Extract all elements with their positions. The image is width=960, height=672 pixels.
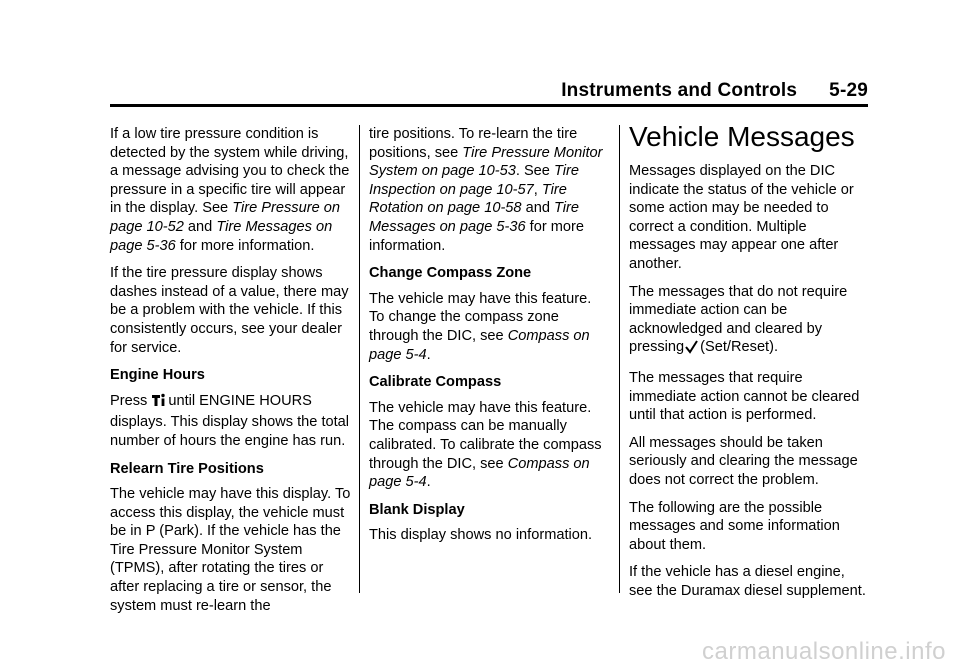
relearn-paragraph: The vehicle may have this display. To access this display, the vehicle must be in P (Park). If the vehicle has the Tire Pressure Monitor System (TPMS), after rotating the tires or after replacing a tire or sensor, the system must re-learn the bbox=[110, 486, 351, 614]
page-header bbox=[561, 80, 868, 102]
immediate-action-paragraph: The messages that require immediate action cannot be cleared until that action is performed. bbox=[629, 369, 860, 424]
diesel-paragraph: If the vehicle has a diesel engine, see the Duramax diesel supplement. bbox=[629, 564, 866, 599]
checkmark-icon bbox=[685, 340, 698, 360]
acknowledge-paragraph: The messages that do not require immediate action can be acknowledged and cleared by pressing (Set/Reset). bbox=[629, 283, 869, 360]
calibrate-compass-paragraph: The vehicle may have this feature. The compass can be manually calibrated. To calibrate the compass through the DIC, see Compass on page 5-4. bbox=[369, 399, 602, 491]
header-rule bbox=[110, 104, 868, 107]
compass-link: Compass on page 5-4 bbox=[369, 327, 590, 363]
tire-inspection-link: Tire Inspection on page 10-57 bbox=[369, 163, 579, 198]
low-pressure-paragraph: If a low tire pressure condition is detected by the system while driving, a message advising you to check the pressure in a specific tire will appear in the display. See Tire Pressure on page 10-52 and Tire Messages on page 5-36 for more information. bbox=[110, 126, 350, 254]
tpms-link: Tire Pressure Monitor System on page 10-53 bbox=[369, 144, 603, 180]
following-paragraph: The following are the possible messages and some information about them. bbox=[629, 499, 840, 553]
compass-link-2: Compass on page 5-4 bbox=[369, 455, 590, 491]
dashes-paragraph: If the tire pressure display shows dashes instead of a value, there may be a problem with the vehicle. If this consistently occurs, see your dealer for service. bbox=[110, 265, 349, 356]
engine-hours-paragraph: Press until ENGINE HOURS displays. This display shows the total number of hours the engine has run. bbox=[110, 392, 350, 449]
column-divider-1 bbox=[359, 125, 360, 593]
relearn-heading: Relearn Tire Positions bbox=[110, 460, 264, 477]
section-title: Instruments and Controls bbox=[561, 80, 798, 101]
messages-intro-paragraph: Messages displayed on the DIC indicate the status of the vehicle or some action may be needed to correct a condition. Multiple messages may appear one after another. bbox=[629, 163, 854, 272]
tire-pressure-link: Tire Pressure on page 10-52 bbox=[110, 200, 340, 235]
engine-hours-heading: Engine Hours bbox=[110, 367, 205, 384]
tire-messages-link-2: Tire Messages on page 5-36 bbox=[369, 200, 580, 235]
page-number: 5-29 bbox=[829, 80, 868, 101]
change-compass-heading: Change Compass Zone bbox=[369, 265, 532, 282]
blank-display-paragraph: This display shows no information. bbox=[369, 527, 593, 544]
column-1 bbox=[110, 125, 354, 624]
vehicle-info-icon bbox=[152, 392, 166, 414]
seriously-paragraph: All messages should be taken seriously and clearing the message does not correct the problem. bbox=[629, 434, 858, 488]
blank-display-heading: Blank Display bbox=[369, 501, 465, 518]
tire-messages-link: Tire Messages on page 5-36 bbox=[110, 218, 333, 254]
tire-rotation-link: Tire Rotation on page 10-58 bbox=[369, 181, 567, 217]
vehicle-messages-title: Vehicle Messages bbox=[629, 121, 855, 152]
column-3 bbox=[629, 121, 869, 609]
watermark: carmanualsonline.info bbox=[702, 638, 946, 665]
column-2 bbox=[369, 125, 609, 554]
column-divider-2 bbox=[619, 125, 620, 593]
change-compass-paragraph: The vehicle may have this feature. To change the compass zone through the DIC, see Compass on page 5-4. bbox=[369, 290, 592, 363]
relearn-continued-paragraph: tire positions. To re-learn the tire positions, see Tire Pressure Monitor System on page 10-53. See Tire Inspection on page 10-57, Tire Rotation on page 10-58 and Tire Messages on page 5-36 for more information. bbox=[369, 126, 603, 254]
calibrate-compass-heading: Calibrate Compass bbox=[369, 374, 502, 391]
